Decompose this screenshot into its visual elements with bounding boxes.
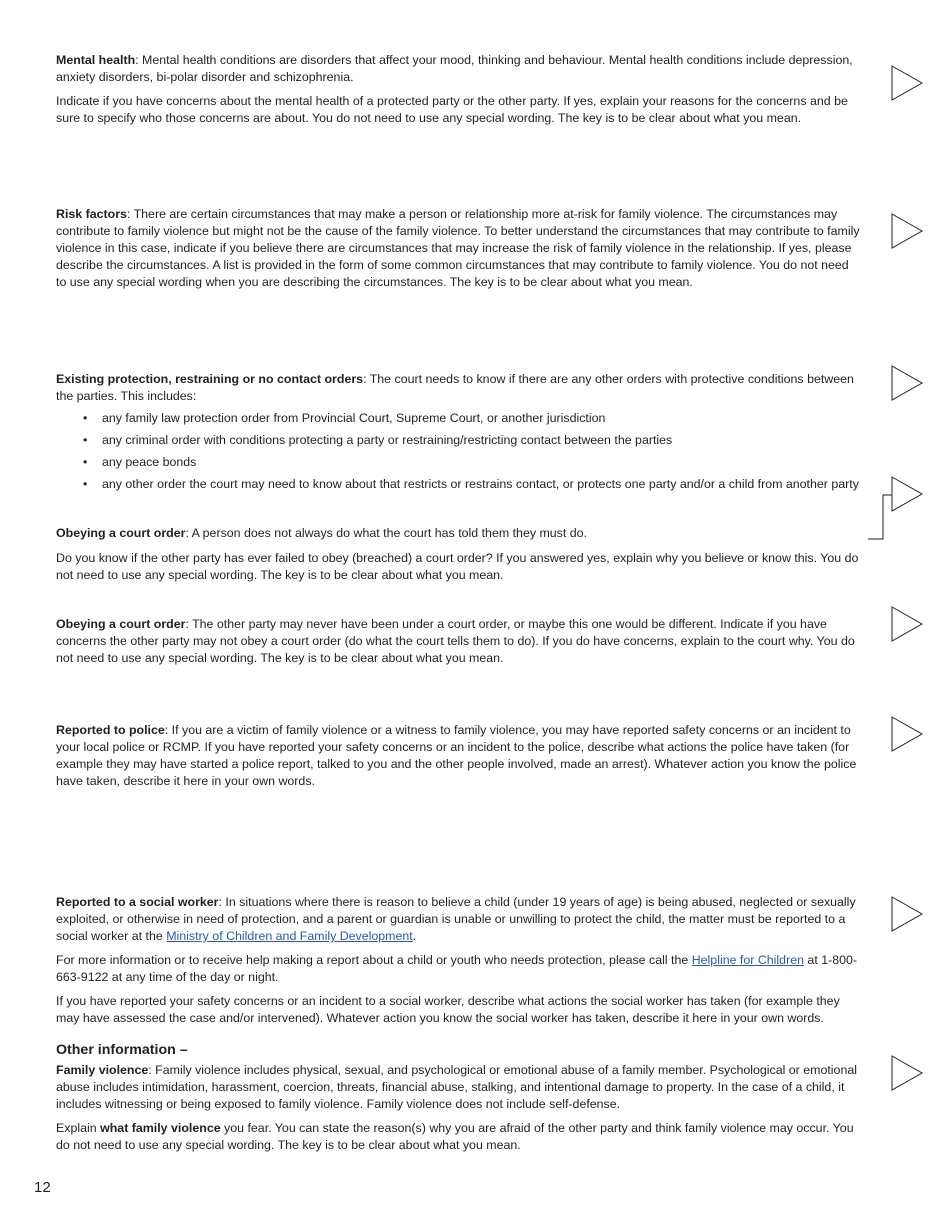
triangle-marker-icon <box>891 65 923 101</box>
section-heading: Mental health <box>56 53 136 67</box>
paragraph: Reported to a social worker: In situations where there is reason to believe a child (under 19 years of age) is being abused, neglected or sexually exploited, or otherwise in need of protection, and a parent or guardian is unable or unwilling to protect the child, the matter must be reported to a social worker at the Ministry of Children and Family Development. <box>56 895 856 943</box>
paragraph: Obeying a court order: The other party may never have been under a court order, or maybe this one would be different. Indicate if you have concerns the other party may not obey a court order (do what the court tells them to do). If you do have concerns, explain to the court why. You do not need to use any special wording. The key is to be clear about what you mean. <box>56 617 855 665</box>
section-reported-to-police <box>56 722 862 797</box>
section-heading: Obeying a court order <box>56 617 186 631</box>
paragraph: For more information or to receive help making a report about a child or youth who needs protection, please call the Helpline for Children at 1-800-663-9122 at any time of the day or night. <box>56 953 858 984</box>
section-obeying-court-order-2 <box>56 616 862 674</box>
paragraph: Explain what family violence you fear. You can state the reason(s) why you are afraid of the other party and think family violence may occur. You do not need to use any special wording. The key is to be clear about what you mean. <box>56 1121 854 1152</box>
list-item: • any other order the court may need to know about that restricts or restrains contact, or protects one party and/or a child from another party <box>56 476 862 493</box>
section-mental-health <box>56 52 862 134</box>
orders-list <box>56 410 862 493</box>
triangle-marker-icon <box>891 896 923 932</box>
section-risk-factors <box>56 206 862 298</box>
section-heading: Reported to police <box>56 723 165 737</box>
section-obeying-court-order-1 <box>56 525 862 591</box>
ministry-link[interactable]: Ministry of Children and Family Development <box>166 929 413 943</box>
section-existing-orders <box>56 371 862 498</box>
triangle-marker-icon <box>891 213 923 249</box>
paragraph: Family violence: Family violence includes physical, sexual, and psychological or emotional abuse of a family member. Psychological or emotional abuse includes intimidation, harassment, coercion, threats, financial abuse, stalking, and intentional damage to property. In the case of a child, it includes witnessing or being exposed to family violence. Family violence does not include self-defense. <box>56 1063 857 1111</box>
paragraph: Do you know if the other party has ever failed to obey (breached) a court order? If you answered yes, explain why you believe or know this. You do not need to use any special wording. The key is to be clear about what you mean. <box>56 551 859 582</box>
section-other-information <box>56 1038 862 1161</box>
paragraph: Mental health: Mental health conditions are disorders that affect your mood, thinking and behaviour. Mental health conditions include depression, anxiety disorders, bi-polar disorder and schizophrenia. <box>56 53 853 84</box>
section-reported-to-social-worker <box>56 894 862 1034</box>
triangle-marker-icon <box>891 716 923 752</box>
list-item: • any family law protection order from Provincial Court, Supreme Court, or another jurisdiction <box>56 410 862 427</box>
section-heading: Risk factors <box>56 207 127 221</box>
list-item: • any criminal order with conditions protecting a party or restraining/restricting contact between the parties <box>56 432 862 449</box>
section-heading: Existing protection, restraining or no contact orders <box>56 372 364 386</box>
paragraph: Obeying a court order: A person does not always do what the court has told them they must do. <box>56 526 587 540</box>
triangle-marker-icon <box>891 365 923 401</box>
section-heading: Obeying a court order <box>56 526 186 540</box>
helpline-link[interactable]: Helpline for Children <box>691 953 804 967</box>
paragraph: Existing protection, restraining or no contact orders: The court needs to know if there are any other orders with protective conditions between the parties. This includes: <box>56 372 854 403</box>
triangle-marker-icon <box>891 476 923 512</box>
triangle-marker-icon <box>891 606 923 642</box>
list-item: • any peace bonds <box>56 454 862 471</box>
paragraph: If you have reported your safety concerns or an incident to a social worker, describe what actions the social worker has taken (for example they may have assessed the case and/or intervened). Whatever action you know the social worker has taken, describe it here in your own words. <box>56 994 840 1025</box>
page-number: 12 <box>34 1179 51 1196</box>
paragraph: Reported to police: If you are a victim of family violence or a witness to family violence, you may have reported safety concerns or an incident to your local police or RCMP. If you have reported your safety concerns or an incident to the police, describe what actions the police have taken (for example they may have started a police report, talked to you and the other people involved, made an arrest). Whatever action you know the police have taken, describe it here in your own words. <box>56 723 857 788</box>
paragraph: Risk factors: There are certain circumstances that may make a person or relationship more at-risk for family violence. The circumstances may contribute to family violence but might not be the cause of the family violence. To better understand the circumstances that may contribute to family violence in this case, indicate if you believe there are circumstances that may increase the risk of family violence in the relationship. If yes, please describe the circumstances. A list is provided in the form of some common circumstances that may contribute to family violence. You do not need to use any special wording when you are describing the circumstances. The key is to be clear about what you mean. <box>56 207 860 289</box>
section-heading: Reported to a social worker <box>56 895 219 909</box>
paragraph: Indicate if you have concerns about the mental health of a protected party or the other party. If yes, explain your reasons for the concerns and be sure to specify who those concerns are about. You do not need to use any special wording. The key is to be clear about what you mean. <box>56 94 848 125</box>
section-heading: Family violence <box>56 1063 149 1077</box>
triangle-marker-icon <box>891 1055 923 1091</box>
other-information-title: Other information – <box>56 1042 188 1058</box>
